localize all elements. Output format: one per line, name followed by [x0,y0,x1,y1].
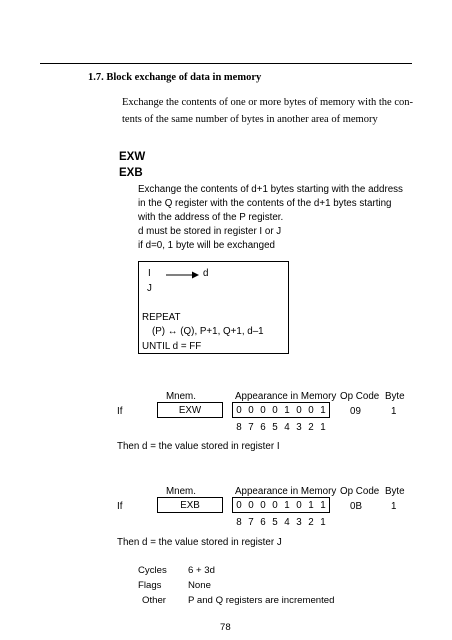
header-byte: Byte [385,391,405,402]
bit-8: 0 [236,405,242,416]
opcode-value: 0B [350,501,362,512]
bit-position: 1 [320,517,326,528]
header-rule [40,63,412,64]
bit-5: 0 [272,500,278,511]
intro-line-2: tents of the same number of bytes in another area of memory [122,114,378,125]
arrow-right-icon [164,270,200,280]
description-line-1: Exchange the contents of d+1 bytes starting with the address [138,184,403,195]
diagram-target-d: d [203,268,209,279]
bit-position: 5 [272,517,278,528]
bit-1: 1 [320,405,326,416]
memory-bits-box [232,497,330,513]
bit-position: 8 [236,517,242,528]
description-line-3: with the address of the P register. [138,212,284,223]
bit-position: 6 [260,422,266,433]
bit-4: 1 [284,405,290,416]
mnemonic-exw: EXW [119,151,146,163]
bit-2: 1 [308,500,314,511]
if-label: If [117,406,123,417]
then-statement: Then d = the value stored in register J [117,537,282,548]
flags-label: Flags [138,580,162,591]
mnemonic-exb: EXB [119,167,143,179]
bit-1: 1 [320,500,326,511]
diagram-repeat: REPEAT [142,312,181,323]
bit-position: 6 [260,517,266,528]
header-appearance: Appearance in Memory [235,391,337,402]
cycles-value: 6 + 3d [188,565,215,576]
header-mnem: Mnem. [166,486,196,497]
bit-position-row [233,422,331,434]
bit-3: 0 [296,405,302,416]
opcode-value: 09 [350,406,361,417]
description-line-2: in the Q register with the contents of the d+1 bytes starting [138,198,392,209]
then-statement: Then d = the value stored in register I [117,441,280,452]
diagram-until: UNTIL d = FF [142,341,202,352]
cycles-label: Cycles [138,565,167,576]
header-mnem: Mnem. [166,391,196,402]
other-value: P and Q registers are incremented [188,595,335,606]
bit-2: 0 [308,405,314,416]
section-title: 1.7. Block exchange of data in memory [88,72,262,83]
bit-position: 3 [296,422,302,433]
bit-8: 0 [236,500,242,511]
flags-value: None [188,580,211,591]
bit-position: 1 [320,422,326,433]
page-number: 78 [220,622,231,633]
bit-position: 3 [296,517,302,528]
bit-position: 4 [284,517,290,528]
bit-position: 5 [272,422,278,433]
bit-position-row [233,517,331,529]
mnemonic-text: EXW [178,405,202,416]
bit-6: 0 [260,405,266,416]
header-appearance: Appearance in Memory [235,486,337,497]
other-label: Other [142,595,166,606]
bit-position: 2 [308,517,314,528]
mnemonic-box [157,402,223,418]
bit-7: 0 [248,500,254,511]
description-line-4: d must be stored in register I or J [138,226,282,237]
mnemonic-text: EXB [180,500,200,511]
header-byte: Byte [385,486,405,497]
header-opcode: Op Code [340,486,380,497]
intro-line-1: Exchange the contents of one or more bytes of memory with the con- [122,97,413,108]
memory-bits-box [232,402,330,418]
mnemonic-box [157,497,223,513]
operation-diagram [138,261,289,354]
header-opcode: Op Code [340,391,380,402]
bit-4: 1 [284,500,290,511]
bit-position: 4 [284,422,290,433]
bit-position: 8 [236,422,242,433]
bit-position: 7 [248,517,254,528]
diagram-register-i: I [148,268,151,279]
bit-7: 0 [248,405,254,416]
byte-value: 1 [391,501,397,512]
diagram-register-j: J [147,283,152,294]
diagram-operation: (P) ↔ (Q), P+1, Q+1, d–1 [152,326,264,337]
if-label: If [117,501,123,512]
bit-position: 7 [248,422,254,433]
bit-5: 0 [272,405,278,416]
bit-6: 0 [260,500,266,511]
bit-3: 0 [296,500,302,511]
description-line-5: if d=0, 1 byte will be exchanged [138,240,275,251]
bit-position: 2 [308,422,314,433]
byte-value: 1 [391,406,397,417]
